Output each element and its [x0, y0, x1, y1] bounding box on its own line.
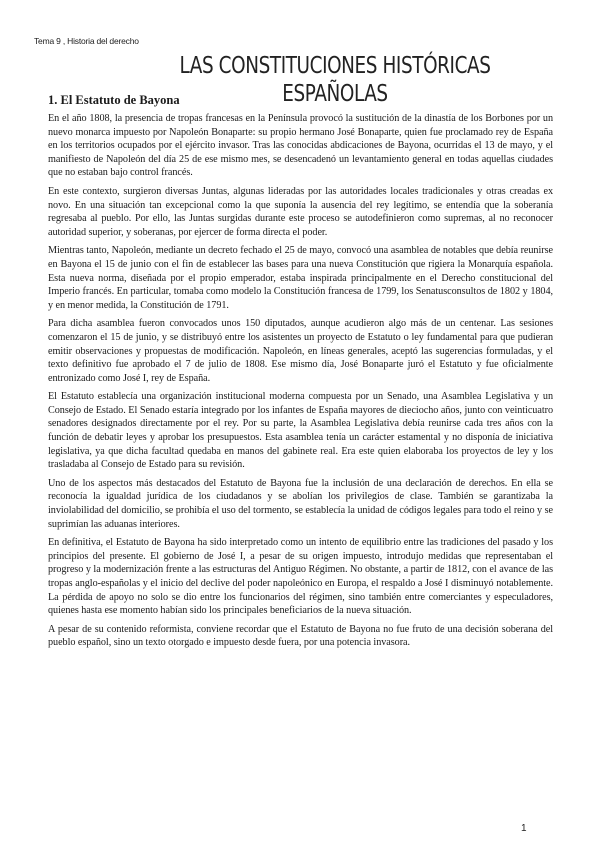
paragraph: Para dicha asamblea fueron convocados unos 150 diputados, aunque acudieron algo más de un centenar. Las sesiones comenzaron el 15 de junio, y se distribuyó entre los asistentes un proyecto de Estatuto o ley fundamental para que pudieran emitir observaciones y propuestas de modificación. Napoleón, en líneas generales, aceptó las sugerencias formuladas, y el texto definitivo fue aprobado el 7 de julio de 1808. Ese mismo día, José Bonaparte juró el Estatuto y fue oficialmente entronizado como José I, rey de España. [48, 318, 553, 384]
paragraph: A pesar de su contenido reformista, conviene recordar que el Estatuto de Bayona no fue fruto de una decisión soberana del pueblo español, sino un texto otorgado e impuesto desde fuera, por una potencia invasora. [48, 623, 553, 649]
section-content [48, 93, 553, 655]
page-number: 1 [521, 823, 527, 834]
paragraph: En el año 1808, la presencia de tropas francesas en la Península provocó la sustitución de la dinastía de los Borbones por un nuevo monarca impuesto por Napoleón Bonaparte: su propio hermano José Bonaparte, quien fue proclamado rey de España en los territorios ocupados por el ejército invasor. Tras las conocidas abdicaciones de Bayona, ocurridas el 13 de mayo, y el manifiesto de Napoleón del día 25 de ese mismo mes, se desencadenó un levantamiento general en todas aquellas ciudades que no estaban bajo control francés. [48, 113, 553, 179]
paragraph: En este contexto, surgieron diversas Juntas, algunas lideradas por las autoridades locales tradicionales y otras creadas ex novo. En una situación tan excepcional como la que suponía la ausencia del rey legítimo, se entendía que la soberanía regresaba al pueblo. Por ello, las Juntas surgidas durante este proceso se autodefinieron como supremas, al no reconocer autoridad superior, y soberanas, por ejercer de forma directa el poder. [48, 185, 553, 238]
section-heading: 1. El Estatuto de Bayona [48, 93, 180, 107]
paragraph: Uno de los aspectos más destacados del Estatuto de Bayona fue la inclusión de una declaración de derechos. En ella se reconocía la igualdad jurídica de los ciudadanos y se abolían los privilegios de clase. También se garantizaba la inviolabilidad del domicilio, se prohibía el uso del tormento, se establecía la unidad de códigos legales para todo el reino y se suprimían las aduanas interiores. [48, 477, 553, 530]
paragraph: El Estatuto establecía una organización institucional moderna compuesta por un Senado, una Asamblea Legislativa y un Consejo de Estado. El Senado estaría integrado por los infantes de España mayores de dieciocho años, junto con veinticuatro senadores designados directamente por el rey. Por su parte, la Asamblea Legislativa debía reunirse cada tres años con la función de debatir leyes y aprobar los presupuestos. Esta asamblea tenía un carácter estamental y no disponía de iniciativa legislativa, ya que dicha facultad quedaba en manos del gabinete real. Era este quien elaboraba los proyectos de ley y los trasladaba al Consejo de Estado para su revisión. [48, 391, 553, 471]
paragraph: En definitiva, el Estatuto de Bayona ha sido interpretado como un intento de equilibrio entre las tradiciones del pasado y los principios del presente. El gobierno de José I, a pesar de su origen impuesto, introdujo medidas que representaban el progreso y la modernización frente a las estructuras del Antiguo Régimen. No obstante, a partir de 1812, con el avance de las tropas anglo-españolas y el inicio del declive del poder napoleónico en Europa, el respaldo a José I disminuyó notablemente. La pérdida de apoyo no solo se dio entre los funcionarios del régimen, sino también entre comerciantes y especuladores, quienes hasta ese momento habían sido los principales beneficiarios de la nueva situación. [48, 537, 553, 617]
document-title: LAS CONSTITUCIONES HISTÓRICAS ESPAÑOLAS [179, 53, 491, 107]
paragraph: Mientras tanto, Napoleón, mediante un decreto fechado el 25 de mayo, convocó una asamblea de notables que debía reunirse en Bayona el 15 de junio con el fin de establecer las bases para una nueva Constitución que rigiera la Monarquía española. Esta nueva norma, diseñada por el propio emperador, estaba inspirada principalmente en el Derecho constitucional del Imperio francés. En particular, tomaba como modelo la Constitución francesa de 1799, los Senatusconsultos de 1802 y 1804, y en menor medida, la Constitución de 1791. [48, 245, 553, 311]
running-header: Tema 9 , Historia del derecho [34, 36, 139, 46]
